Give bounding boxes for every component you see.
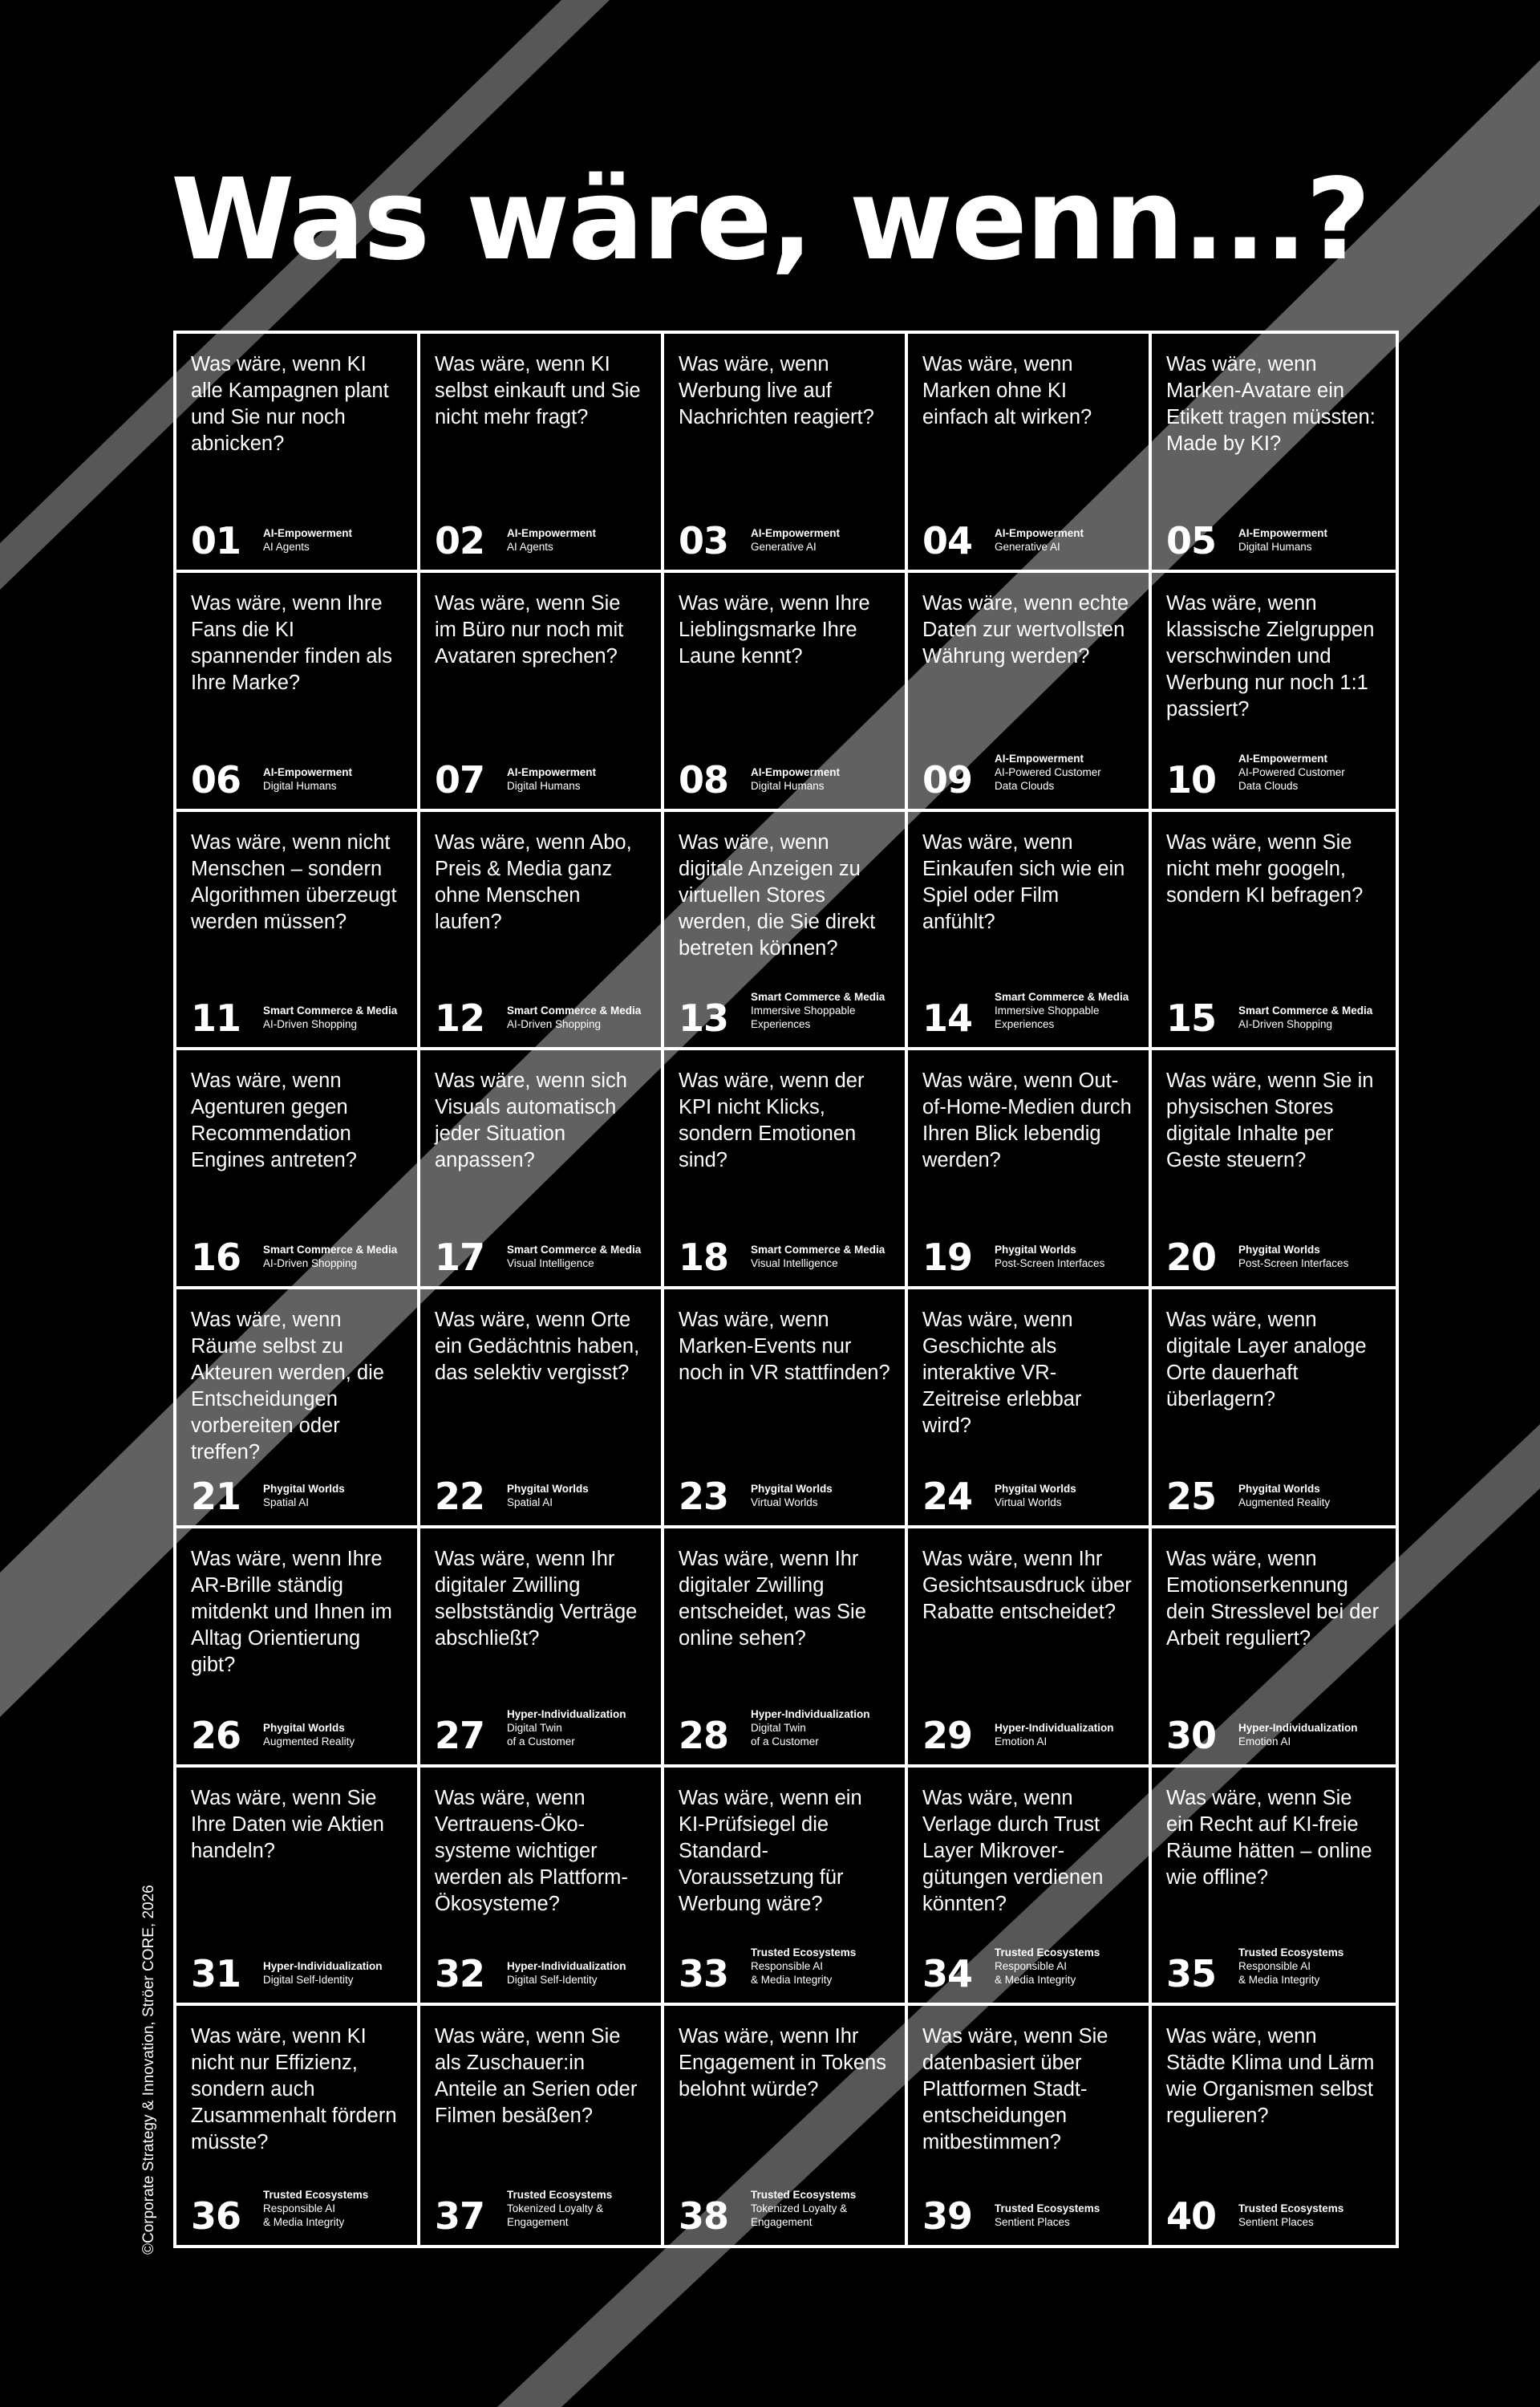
card-tags [263, 1482, 345, 1514]
card-subcategory: Immersive Shoppable Experiences [995, 1005, 1100, 1031]
card-tags [751, 990, 885, 1036]
card-footer [435, 996, 654, 1041]
card-question: Was wäre, wenn Ihr digitaler Zwilling selbstständig Verträge abschließt? [435, 1547, 638, 1650]
card-question: Was wäre, wenn Sie als Zuschauer:in Anteile an Serien oder Filmen besäßen? [435, 2025, 638, 2128]
card-category: AI-Empowerment [995, 526, 1084, 539]
card-category: AI-Empowerment [1238, 526, 1328, 539]
card-number: 28 [679, 1713, 729, 1757]
card-question: Was wäre, wenn KI alle Kampagnen plant und Sie nur noch abnicken? [191, 353, 389, 455]
card-category: AI-Empowerment [507, 765, 597, 778]
question-card-39 [908, 2006, 1152, 2245]
card-tags [995, 1721, 1114, 1753]
card-subcategory: Virtual Worlds [995, 1496, 1062, 1508]
card-tags [751, 1707, 870, 1753]
card-tags [1238, 1946, 1343, 1991]
card-number: 23 [679, 1474, 729, 1518]
card-number: 09 [922, 757, 973, 802]
card-category: AI-Empowerment [751, 765, 841, 778]
card-footer [1166, 1474, 1389, 1518]
card-number: 10 [1166, 757, 1217, 802]
card-subcategory: Post-Screen Interfaces [995, 1257, 1105, 1269]
card-subcategory: Digital Self-Identity [507, 1974, 598, 1987]
card-question: Was wäre, wenn sich Visuals automatisch jeder Situation anpassen? [435, 1070, 627, 1172]
card-category: Hyper-Individualization [263, 1960, 383, 1973]
question-card-05 [1152, 334, 1396, 573]
card-category: Trusted Ecosystems [1238, 1946, 1344, 1959]
card-tags [507, 1004, 641, 1036]
card-subcategory: Spatial AI [507, 1496, 553, 1508]
card-category: Phygital Worlds [995, 1244, 1076, 1256]
card-question: Was wäre, wenn Städte Klima und Lärm wie Organismen selbst regulieren? [1166, 2025, 1375, 2128]
card-category: Smart Commerce & Media [263, 1005, 398, 1017]
card-question: Was wäre, wenn Orte ein Gedächtnis haben, das selektiv vergisst? [435, 1309, 640, 1384]
card-question: Was wäre, wenn Sie in physischen Stores digitale Inhalte per Geste steuern? [1166, 1070, 1374, 1172]
card-subcategory: Digital Twin of a Customer [751, 1721, 819, 1747]
card-number: 29 [922, 1713, 973, 1757]
card-number: 34 [922, 1952, 973, 1996]
card-subcategory: Digital Humans [751, 779, 825, 792]
card-question: Was wäre, wenn echte Daten zur wertvollsten Währung werden? [922, 591, 1129, 668]
card-number: 26 [191, 1713, 241, 1757]
card-subcategory: Tokenized Loyalty & Engagement [751, 2202, 848, 2228]
card-category: AI-Empowerment [1238, 752, 1328, 765]
question-card-01 [176, 334, 420, 573]
card-number: 38 [679, 2194, 729, 2238]
card-number: 16 [191, 1236, 241, 1279]
card-question: Was wäre, wenn Marken-Avatare ein Etikett tragen müssten: Made by KI? [1166, 353, 1376, 455]
card-question: Was wäre, wenn der KPI nicht Klicks, sondern Emotionen sind? [679, 1070, 865, 1172]
question-card-22 [420, 1289, 664, 1528]
card-number: 06 [191, 757, 241, 802]
card-number: 22 [435, 1474, 485, 1518]
card-number: 32 [435, 1952, 485, 1996]
card-question: Was wäre, wenn Marken ohne KI einfach alt wirken? [922, 353, 1092, 428]
card-number: 07 [435, 757, 485, 802]
card-category: Phygital Worlds [995, 1482, 1076, 1495]
card-footer [922, 1713, 1142, 1757]
card-footer [1166, 1946, 1389, 1996]
card-footer [191, 757, 411, 802]
card-question: Was wäre, wenn Ihr Engagement in Tokens belohnt würde? [679, 2025, 886, 2101]
card-question: Was wäre, wenn Sie ein Recht auf KI-freie Räume hätten – online wie offline? [1166, 1786, 1372, 1889]
card-footer [679, 2188, 898, 2238]
card-number: 40 [1166, 2194, 1217, 2238]
card-tags [263, 2188, 368, 2234]
card-question: Was wäre, wenn Vertrauens-Öko-systeme wichtiger werden als Plattform-Ökosysteme? [435, 1786, 628, 1915]
question-card-grid [173, 331, 1399, 2248]
question-card-31 [176, 1768, 420, 2007]
question-card-06 [176, 573, 420, 812]
card-footer [922, 1946, 1142, 1996]
card-footer [679, 1946, 898, 1996]
card-tags [263, 1721, 355, 1753]
card-subcategory: Augmented Reality [1238, 1496, 1331, 1508]
question-card-14 [908, 812, 1152, 1051]
card-number: 27 [435, 1713, 485, 1757]
card-tags [995, 1482, 1076, 1514]
card-category: Phygital Worlds [263, 1482, 345, 1495]
question-card-11 [176, 812, 420, 1051]
question-card-28 [664, 1528, 908, 1768]
question-card-36 [176, 2006, 420, 2245]
question-card-30 [1152, 1528, 1396, 1768]
card-question: Was wäre, wenn Ihr digitaler Zwilling entscheidet, was Sie online sehen? [679, 1547, 866, 1650]
card-question: Was wäre, wenn Ihre AR-Brille ständig mitdenkt und Ihnen im Alltag Orientierung gibt? [191, 1547, 392, 1676]
card-number: 08 [679, 757, 729, 802]
card-footer [679, 757, 898, 802]
card-category: Smart Commerce & Media [1238, 1005, 1373, 1017]
question-card-26 [176, 1528, 420, 1768]
card-question: Was wäre, wenn KI selbst einkauft und Sie nicht mehr fragt? [435, 353, 641, 428]
question-card-21 [176, 1289, 420, 1528]
question-card-20 [1152, 1050, 1396, 1289]
card-category: Smart Commerce & Media [751, 1244, 886, 1256]
card-tags [507, 765, 596, 798]
card-subcategory: Digital Self-Identity [263, 1974, 354, 1987]
question-card-38 [664, 2006, 908, 2245]
card-question: Was wäre, wenn Sie nicht mehr googeln, sondern KI befragen? [1166, 830, 1364, 907]
card-subcategory: Emotion AI [1238, 1735, 1291, 1747]
question-card-24 [908, 1289, 1152, 1528]
card-subcategory: Generative AI [751, 540, 817, 553]
card-category: Hyper-Individualization [507, 1707, 626, 1720]
card-subcategory: Tokenized Loyalty & Engagement [507, 2202, 604, 2228]
question-card-27 [420, 1528, 664, 1768]
question-card-10 [1152, 573, 1396, 812]
card-question: Was wäre, wenn ein KI-Prüfsiegel die Standard-Voraussetzung für Werbung wäre? [679, 1786, 862, 1915]
card-subcategory: Spatial AI [263, 1496, 310, 1508]
card-number: 14 [922, 996, 973, 1041]
card-footer [191, 996, 411, 1041]
question-card-40 [1152, 2006, 1396, 2245]
card-number: 37 [435, 2194, 485, 2238]
card-tags [1238, 1243, 1348, 1275]
card-number: 20 [1166, 1236, 1217, 1279]
card-tags [751, 1243, 885, 1275]
card-footer [1166, 1236, 1389, 1279]
card-footer [679, 1707, 898, 1757]
card-subcategory: Digital Twin of a Customer [507, 1721, 575, 1747]
card-subcategory: Responsible AI & Media Integrity [995, 1960, 1076, 1987]
card-footer [191, 1713, 411, 1757]
card-tags [995, 1243, 1104, 1275]
card-number: 04 [922, 518, 973, 562]
card-footer [435, 757, 654, 802]
card-number: 11 [191, 996, 241, 1041]
card-question: Was wäre, wenn nicht Menschen – sondern Algorithmen überzeugt werden müssen? [191, 830, 397, 933]
card-tags [263, 1004, 397, 1036]
question-card-15 [1152, 812, 1396, 1051]
card-subcategory: AI-Powered Customer Data Clouds [995, 765, 1101, 792]
card-number: 19 [922, 1236, 973, 1279]
card-subcategory: Post-Screen Interfaces [1238, 1257, 1349, 1269]
card-question: Was wäre, wenn Geschichte als interaktive VR-Zeitreise erlebbar wird? [922, 1309, 1082, 1437]
card-number: 15 [1166, 996, 1217, 1041]
card-footer [435, 1707, 654, 1757]
card-footer [1166, 752, 1389, 802]
question-card-13 [664, 812, 908, 1051]
page-title: Was wäre, wenn...? [170, 155, 1370, 286]
question-card-04 [908, 334, 1152, 573]
card-question: Was wäre, wenn Ihre Lieblingsmarke Ihre Laune kennt? [679, 591, 870, 668]
card-number: 03 [679, 518, 729, 562]
card-footer [922, 518, 1142, 562]
question-card-02 [420, 334, 664, 573]
card-footer [922, 1474, 1142, 1518]
card-number: 36 [191, 2194, 241, 2238]
card-tags [1238, 526, 1327, 558]
question-card-12 [420, 812, 664, 1051]
card-tags [995, 990, 1129, 1036]
card-footer [435, 518, 654, 562]
card-footer [435, 1952, 654, 1996]
card-number: 01 [191, 518, 241, 562]
card-tags [1238, 1004, 1372, 1036]
card-subcategory: Responsible AI & Media Integrity [751, 1960, 833, 1987]
card-footer [1166, 996, 1389, 1041]
card-footer [922, 1236, 1142, 1279]
card-number: 21 [191, 1474, 241, 1518]
card-category: Trusted Ecosystems [751, 1946, 857, 1959]
card-question: Was wäre, wenn digitale Layer analoge Orte dauerhaft überlagern? [1166, 1309, 1367, 1411]
card-tags [995, 526, 1084, 558]
card-category: Smart Commerce & Media [507, 1244, 642, 1256]
card-number: 05 [1166, 518, 1217, 562]
card-subcategory: Sentient Places [995, 2216, 1070, 2228]
card-footer [922, 990, 1142, 1041]
card-number: 13 [679, 996, 729, 1041]
card-number: 31 [191, 1952, 241, 1996]
card-subcategory: Emotion AI [995, 1735, 1048, 1747]
card-question: Was wäre, wenn Sie im Büro nur noch mit Avataren sprechen? [435, 591, 624, 668]
card-question: Was wäre, wenn Agenturen gegen Recommendation Engines antreten? [191, 1070, 357, 1172]
card-question: Was wäre, wenn Einkaufen sich wie ein Spiel oder Film anfühlt? [922, 830, 1125, 933]
card-question: Was wäre, wenn Sie datenbasiert über Plattformen Stadt-entscheidungen mitbestimmen? [922, 2025, 1108, 2154]
card-subcategory: Visual Intelligence [507, 1257, 594, 1269]
card-tags [263, 1959, 383, 1991]
card-category: Hyper-Individualization [751, 1707, 870, 1720]
card-question: Was wäre, wenn Sie Ihre Daten wie Aktien handeln? [191, 1786, 384, 1862]
card-tags [751, 765, 840, 798]
card-category: Smart Commerce & Media [507, 1005, 642, 1017]
card-tags [263, 526, 352, 558]
question-card-09 [908, 573, 1152, 812]
card-number: 30 [1166, 1713, 1217, 1757]
card-category: Smart Commerce & Media [751, 991, 886, 1004]
card-tags [995, 1946, 1100, 1991]
card-question: Was wäre, wenn Verlage durch Trust Layer Mikrover-gütungen verdienen könnten? [922, 1786, 1104, 1915]
card-category: Smart Commerce & Media [995, 991, 1129, 1004]
card-subcategory: Immersive Shoppable Experiences [751, 1005, 856, 1031]
card-subcategory: Digital Humans [1238, 540, 1312, 553]
card-subcategory: Sentient Places [1238, 2216, 1314, 2228]
card-subcategory: Responsible AI & Media Integrity [263, 2202, 345, 2228]
question-card-16 [176, 1050, 420, 1289]
card-subcategory: Digital Humans [263, 779, 337, 792]
card-tags [751, 2188, 856, 2234]
card-tags [507, 1243, 641, 1275]
card-category: AI-Empowerment [751, 526, 841, 539]
card-tags [751, 1482, 833, 1514]
card-category: AI-Empowerment [995, 752, 1084, 765]
question-card-37 [420, 2006, 664, 2245]
card-category: Hyper-Individualization [507, 1960, 626, 1973]
card-question: Was wäre, wenn KI nicht nur Effizienz, sondern auch Zusammenhalt fördern müsste? [191, 2025, 397, 2154]
card-subcategory: Generative AI [995, 540, 1060, 553]
card-tags [751, 1946, 856, 1991]
card-category: AI-Empowerment [263, 765, 353, 778]
card-tags [995, 752, 1101, 798]
card-question: Was wäre, wenn Werbung live auf Nachrichten reagiert? [679, 353, 874, 428]
card-subcategory: Responsible AI & Media Integrity [1238, 1960, 1320, 1987]
card-category: Hyper-Individualization [995, 1721, 1114, 1734]
card-question: Was wäre, wenn Marken-Events nur noch in VR stattfinden? [679, 1309, 890, 1384]
card-category: Trusted Ecosystems [751, 2189, 857, 2201]
card-footer [922, 2194, 1142, 2238]
card-footer [435, 2188, 654, 2238]
card-footer [1166, 2194, 1389, 2238]
card-tags [507, 1959, 626, 1991]
question-card-07 [420, 573, 664, 812]
card-subcategory: AI-Powered Customer Data Clouds [1238, 765, 1345, 792]
card-category: Trusted Ecosystems [263, 2189, 369, 2201]
card-footer [435, 1236, 654, 1279]
card-number: 35 [1166, 1952, 1217, 1996]
card-question: Was wäre, wenn Emotionserkennung dein Stresslevel bei der Arbeit reguliert? [1166, 1547, 1380, 1650]
question-card-08 [664, 573, 908, 812]
card-number: 12 [435, 996, 485, 1041]
card-question: Was wäre, wenn Ihr Gesichtsausdruck über Rabatte entscheidet? [922, 1547, 1132, 1623]
card-subcategory: AI-Driven Shopping [1238, 1018, 1333, 1031]
copyright-credit: ©Corporate Strategy & Innovation, Ströer CORE, 2026 [140, 1885, 157, 2255]
card-number: 17 [435, 1236, 485, 1279]
card-footer [679, 990, 898, 1041]
question-card-03 [664, 334, 908, 573]
card-number: 39 [922, 2194, 973, 2238]
card-footer [191, 2188, 411, 2238]
card-question: Was wäre, wenn klassische Zielgruppen verschwinden und Werbung nur noch 1:1 passiert? [1166, 591, 1375, 720]
card-category: Trusted Ecosystems [995, 1946, 1100, 1959]
card-footer [1166, 518, 1389, 562]
card-category: Trusted Ecosystems [995, 2202, 1100, 2214]
card-tags [507, 526, 596, 558]
card-category: Phygital Worlds [507, 1482, 589, 1495]
card-question: Was wäre, wenn Abo, Preis & Media ganz ohne Menschen laufen? [435, 830, 632, 933]
card-category: Hyper-Individualization [1238, 1721, 1358, 1734]
card-number: 18 [679, 1236, 729, 1279]
card-category: Trusted Ecosystems [507, 2189, 613, 2201]
question-card-17 [420, 1050, 664, 1289]
card-number: 33 [679, 1952, 729, 1996]
card-subcategory: AI-Driven Shopping [263, 1018, 358, 1031]
question-card-23 [664, 1289, 908, 1528]
card-subcategory: AI-Driven Shopping [263, 1257, 358, 1269]
card-tags [507, 1707, 626, 1753]
question-card-34 [908, 1768, 1152, 2007]
card-footer [679, 518, 898, 562]
card-footer [191, 1236, 411, 1279]
card-subcategory: AI Agents [507, 540, 553, 553]
card-tags [995, 2202, 1100, 2234]
question-card-33 [664, 1768, 908, 2007]
card-tags [1238, 1721, 1358, 1753]
card-number: 02 [435, 518, 485, 562]
card-tags [751, 526, 840, 558]
question-card-32 [420, 1768, 664, 2007]
card-category: AI-Empowerment [507, 526, 597, 539]
card-question: Was wäre, wenn Ihre Fans die KI spannender finden als Ihre Marke? [191, 591, 392, 694]
card-footer [191, 1952, 411, 1996]
question-card-18 [664, 1050, 908, 1289]
card-tags [1238, 2202, 1343, 2234]
question-card-19 [908, 1050, 1152, 1289]
card-number: 24 [922, 1474, 973, 1518]
card-question: Was wäre, wenn Räume selbst zu Akteuren werden, die Entscheidungen vorbereiten oder treffen? [191, 1309, 384, 1463]
card-category: Trusted Ecosystems [1238, 2202, 1344, 2214]
card-category: Phygital Worlds [263, 1721, 345, 1734]
card-footer [922, 752, 1142, 802]
card-footer [679, 1236, 898, 1279]
card-category: Smart Commerce & Media [263, 1244, 398, 1256]
card-category: Phygital Worlds [1238, 1482, 1320, 1495]
question-card-35 [1152, 1768, 1396, 2007]
card-subcategory: Visual Intelligence [751, 1257, 838, 1269]
card-footer [1166, 1713, 1389, 1757]
card-category: AI-Empowerment [263, 526, 353, 539]
question-card-29 [908, 1528, 1152, 1768]
card-number: 25 [1166, 1474, 1217, 1518]
card-tags [1238, 1482, 1330, 1514]
card-subcategory: AI-Driven Shopping [507, 1018, 602, 1031]
card-question: Was wäre, wenn Out-of-Home-Medien durch Ihren Blick lebendig werden? [922, 1070, 1132, 1172]
card-subcategory: Digital Humans [507, 779, 581, 792]
card-category: Phygital Worlds [1238, 1244, 1320, 1256]
card-footer [191, 1474, 411, 1518]
card-footer [191, 518, 411, 562]
card-tags [507, 2188, 612, 2234]
card-question: Was wäre, wenn digitale Anzeigen zu virtuellen Stores werden, die Sie direkt betreten können? [679, 830, 876, 960]
card-footer [435, 1474, 654, 1518]
question-card-25 [1152, 1289, 1396, 1528]
card-tags [263, 765, 352, 798]
card-category: Phygital Worlds [751, 1482, 833, 1495]
card-subcategory: Virtual Worlds [751, 1496, 818, 1508]
card-footer [679, 1474, 898, 1518]
card-tags [263, 1243, 397, 1275]
card-subcategory: AI Agents [263, 540, 310, 553]
card-tags [1238, 752, 1345, 798]
card-tags [507, 1482, 589, 1514]
card-subcategory: Augmented Reality [263, 1735, 355, 1747]
